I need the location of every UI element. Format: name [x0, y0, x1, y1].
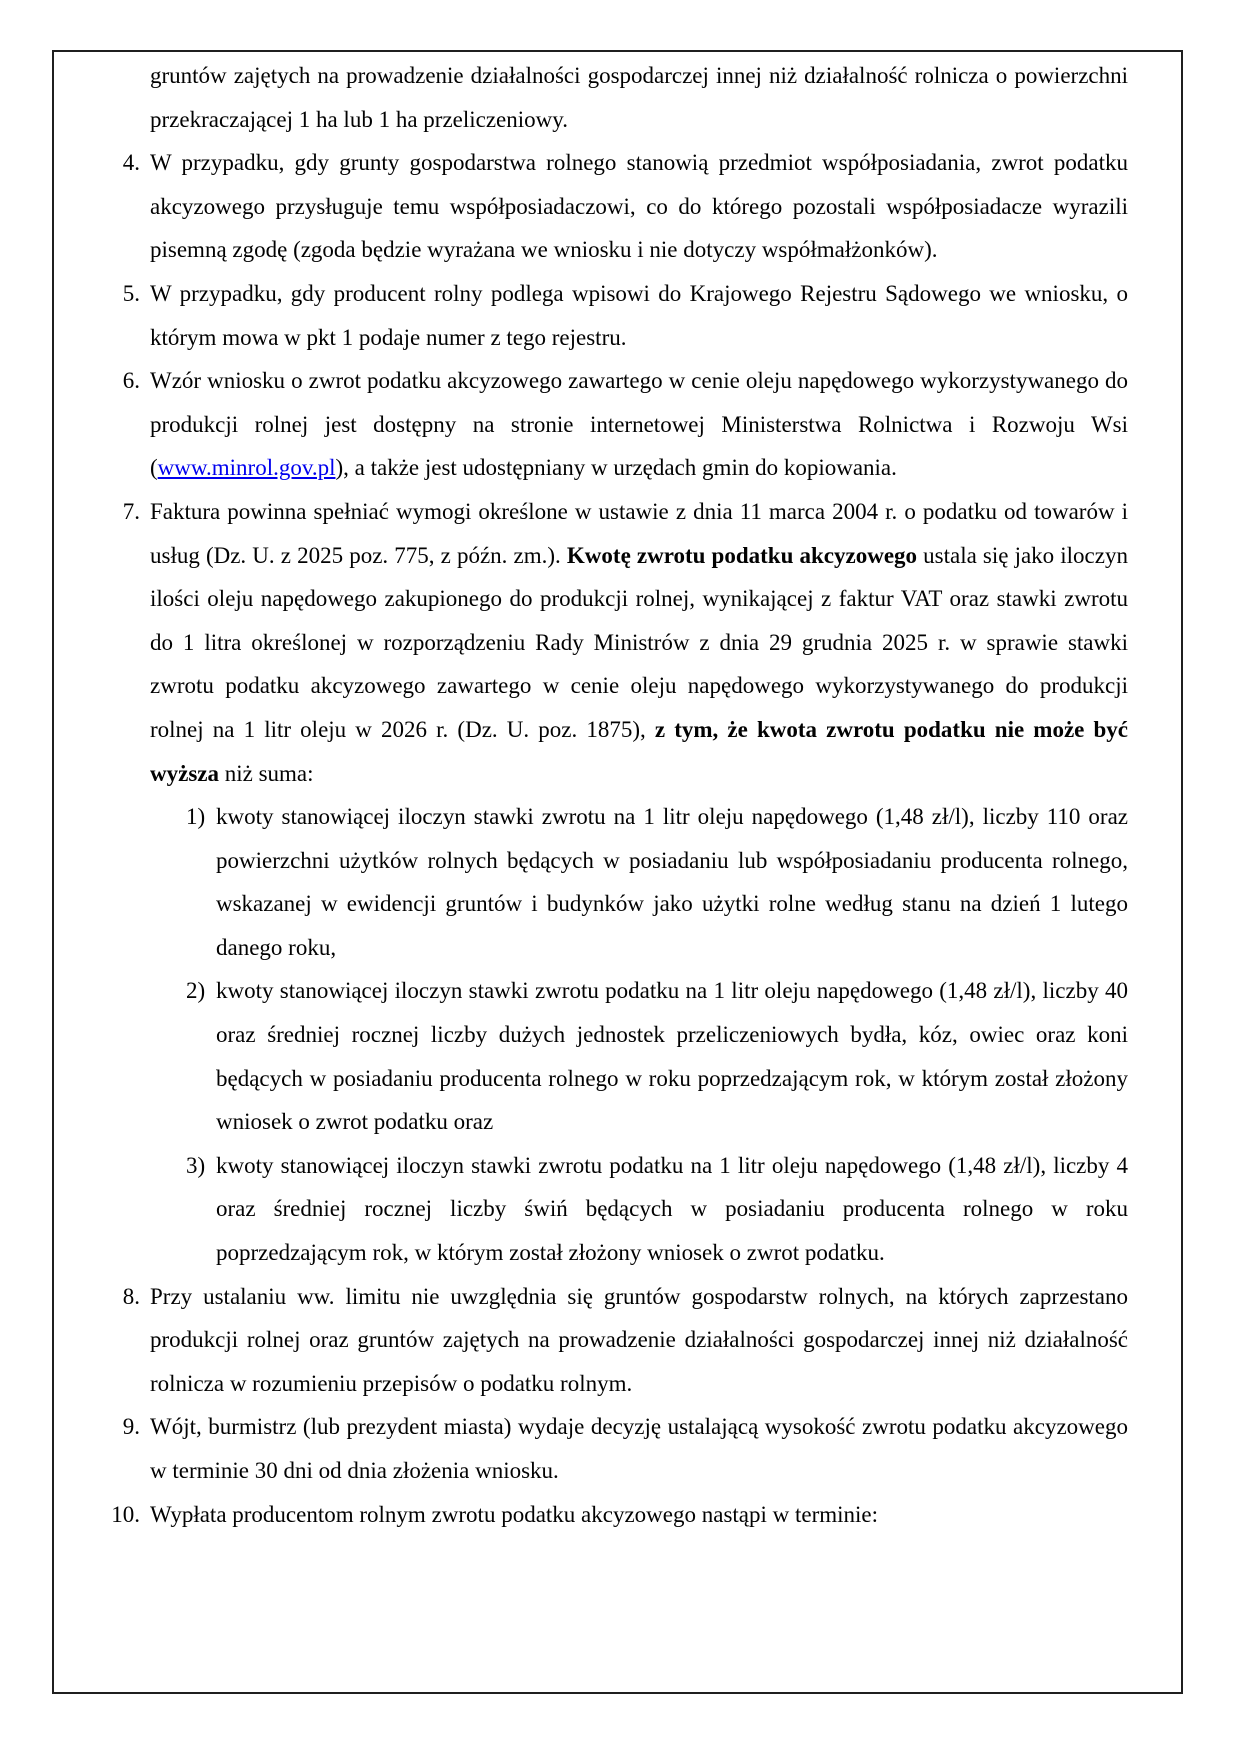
text-segment: kwoty stanowiącej iloczyn stawki zwrotu na 1 litr oleju napędowego (1,48 zł/l), liczby 110 oraz powierzchni użytków rolnych będących w posiadaniu lub współposiadaniu producenta rolnego, wskazanej w ewidencji gruntów i budynków jako użytki rolne według stanu na dzień 1 lutego danego roku,: [216, 804, 1128, 960]
text-segment: Wójt, burmistrz (lub prezydent miasta) wydaje decyzję ustalającą wysokość zwrotu podatku akcyzowego w terminie 30 dni od dnia złożenia wniosku.: [150, 1414, 1128, 1483]
list-item-4: [122, 141, 1128, 272]
text-segment: gruntów zajętych na prowadzenie działalności gospodarczej innej niż działalność rolnicza o powierzchni przekraczającej 1 ha lub 1 ha przeliczeniowy.: [150, 63, 1128, 132]
text-segment: W przypadku, gdy producent rolny podlega wpisowi do Krajowego Rejestru Sądowego we wniosku, o którym mowa w pkt 1 podaje numer z tego rejestru.: [150, 280, 1128, 350]
subitem-text: [216, 804, 1128, 960]
list-item-10: [111, 1493, 1128, 1537]
subitem-text: [216, 978, 1128, 1134]
text-segment: ), a także jest udostępniany w urzędach gmin do kopiowania.: [335, 455, 897, 481]
subitem-text: [216, 1153, 1128, 1265]
text-segment: Przy ustalaniu ww. limitu nie uwzględnia się gruntów gospodarstw rolnych, na których zaprzestano produkcji rolnej oraz gruntów zajętych na prowadzenie działalności gospodarczej innej niż działalność rolnicza w rozumieniu przepisów o podatku rolnym.: [150, 1283, 1128, 1396]
text-segment: Faktura powinna spełniać wymogi określone w ustawie z dnia 11 marca 2004 r. o podatku od towarów i usług (Dz. U. z 2025 poz. 775, z późn. zm.).: [150, 498, 1128, 568]
sublist-item-3: [150, 1144, 1128, 1275]
subitem-number: 1): [186, 804, 206, 830]
item-text: [150, 1502, 878, 1527]
text-segment: kwoty stanowiącej iloczyn stawki zwrotu podatku na 1 litr oleju napędowego (1,48 zł/l), liczby 40 oraz średniej rocznej liczby dużych jednostek przeliczeniowych bydła, kóz, owiec oraz koni będących w posiadaniu producenta rolnego w roku poprzedzającym rok, w którym został złożony wniosek o zwrot podatku oraz: [216, 978, 1128, 1135]
list-item-6: [122, 359, 1128, 490]
list-item-9: [122, 1405, 1128, 1492]
sublist-item-2: [150, 969, 1128, 1143]
item-text: [150, 499, 1128, 786]
item-text: [150, 150, 1128, 262]
item-number: 7.: [122, 498, 140, 524]
text-segment: Wypłata producentom rolnym zwrotu podatku akcyzowego nastąpi w terminie:: [150, 1501, 879, 1527]
text-segment: kwoty stanowiącej iloczyn stawki zwrotu podatku na 1 litr oleju napędowego (1,48 zł/l), liczby 4 oraz średniej rocznej liczby świń będących w posiadaniu producenta rolnego w roku poprzedzającym rok, w którym został złożony wniosek o zwrot podatku.: [216, 1152, 1128, 1266]
list-item-5: [122, 272, 1128, 359]
subitem-number: 2): [186, 978, 206, 1004]
document-body: [111, 54, 1128, 1536]
item-text: [150, 1414, 1128, 1483]
text-segment: W przypadku, gdy grunty gospodarstwa rolnego stanowią przedmiot współposiadania, zwrot podatku akcyzowego przysługuje temu współposiadaczowi, co do którego pozostali współposiadacze wyrazili pisemną zgodę (zgoda będzie wyrażana we wniosku i nie dotyczy współmałżonków).: [150, 150, 1128, 263]
text-segment: Kwotę zwrotu podatku akcyzowego: [566, 542, 918, 568]
continuation-paragraph: [150, 54, 1128, 141]
text-segment: niż suma:: [218, 760, 314, 786]
list-item-7: [122, 490, 1128, 795]
item-text: [150, 368, 1128, 480]
item-text: [150, 1284, 1128, 1396]
item-number: 9.: [122, 1414, 140, 1440]
subitem-number: 3): [186, 1152, 206, 1178]
text-segment: z tym, że kwota zwrotu podatku nie może być wyższa: [150, 716, 1128, 786]
list-item-8: [122, 1275, 1128, 1406]
minrol-website-link[interactable]: www.minrol.gov.pl: [157, 455, 336, 481]
text-segment: ustala się jako iloczyn ilości oleju napędowego zakupionego do produkcji rolnej, wynikającej z faktur VAT oraz stawki zwrotu do 1 litra określonej w rozporządzeniu Rady Ministrów z dnia 29 grudnia 2025 r. w sprawie stawki zwrotu podatku akcyzowego zawartego w cenie oleju napędowego wykorzystywanego do produkcji rolnej na 1 litr oleju w 2026 r. (Dz. U. poz. 1875),: [150, 542, 1128, 742]
item-number: 10.: [111, 1501, 140, 1527]
item-number: 6.: [122, 368, 140, 394]
text-segment: Wzór wniosku o zwrot podatku akcyzowego zawartego w cenie oleju napędowego wykorzystywanego do produkcji rolnej jest dostępny na stronie internetowej Ministerstwa Rolnictwa i Rozwoju Wsi (: [150, 368, 1128, 481]
item-number: 8.: [122, 1283, 140, 1309]
item-text: [150, 281, 1128, 350]
sublist-item-1: [150, 795, 1128, 969]
item-number: 4.: [122, 150, 140, 176]
item-number: 5.: [122, 280, 140, 306]
